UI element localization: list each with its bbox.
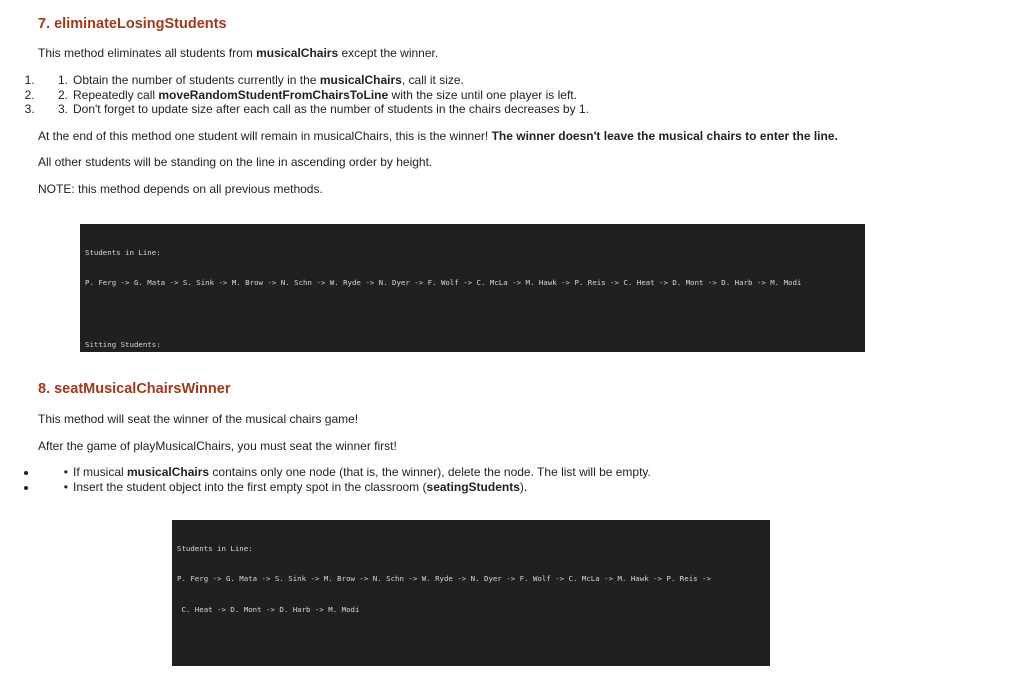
section-7-intro: This method eliminates all students from musicalChairs except the winner. [38, 46, 439, 60]
section-7-other: All other students will be standing on the line in ascending order by height. [38, 155, 433, 169]
section-8-intro: This method will seat the winner of the musical chairs game! [38, 412, 359, 426]
list-item: 3. 3. Don't forget to update size after each call as the number of students in the chairs decreases by 1. [38, 102, 589, 116]
section-8-after: After the game of playMusicalChairs, you must seat the winner first! [38, 439, 397, 453]
section-7-note: NOTE: this method depends on all previous methods. [38, 182, 323, 196]
list-item: • • Insert the student object into the first empty spot in the classroom (seatingStudents). [38, 480, 527, 494]
terminal-output-8: Students in Line: P. Ferg -> G. Mata -> S. Sink -> M. Brow -> N. Schn -> W. Ryde -> N. Dyer -> F. Wolf -> C. McLa -> M. Hawk -> P. Reis -> C. Heat -> D. Mont -> D. Harb -> M. Modi [172, 520, 770, 666]
list-item: 2. 2. Repeatedly call moveRandomStudentFromChairsToLine with the size until one player is left. [38, 88, 577, 102]
list-item: • • If musical musicalChairs contains only one node (that is, the winner), delete the node. The list will be empty. [38, 465, 651, 479]
terminal-output-7: Students in Line: P. Ferg -> G. Mata -> S. Sink -> M. Brow -> N. Schn -> W. Ryde -> N. Dyer -> F. Wolf -> C. McLa -> M. Hawk -> P. Reis -> C. Heat -> D. Mont -> D. Harb -> M. Modi Sitting Students: [80, 224, 865, 352]
section-7-end-note: At the end of this method one student will remain in musicalChairs, this is the winner! The winner doesn't leave the musical chairs to enter the line. [38, 129, 838, 143]
section-7-title: 7. eliminateLosingStudents [38, 16, 227, 32]
list-item: 1. 1. Obtain the number of students currently in the musicalChairs, call it size. [38, 73, 464, 87]
section-8-title: 8. seatMusicalChairsWinner [38, 381, 231, 397]
